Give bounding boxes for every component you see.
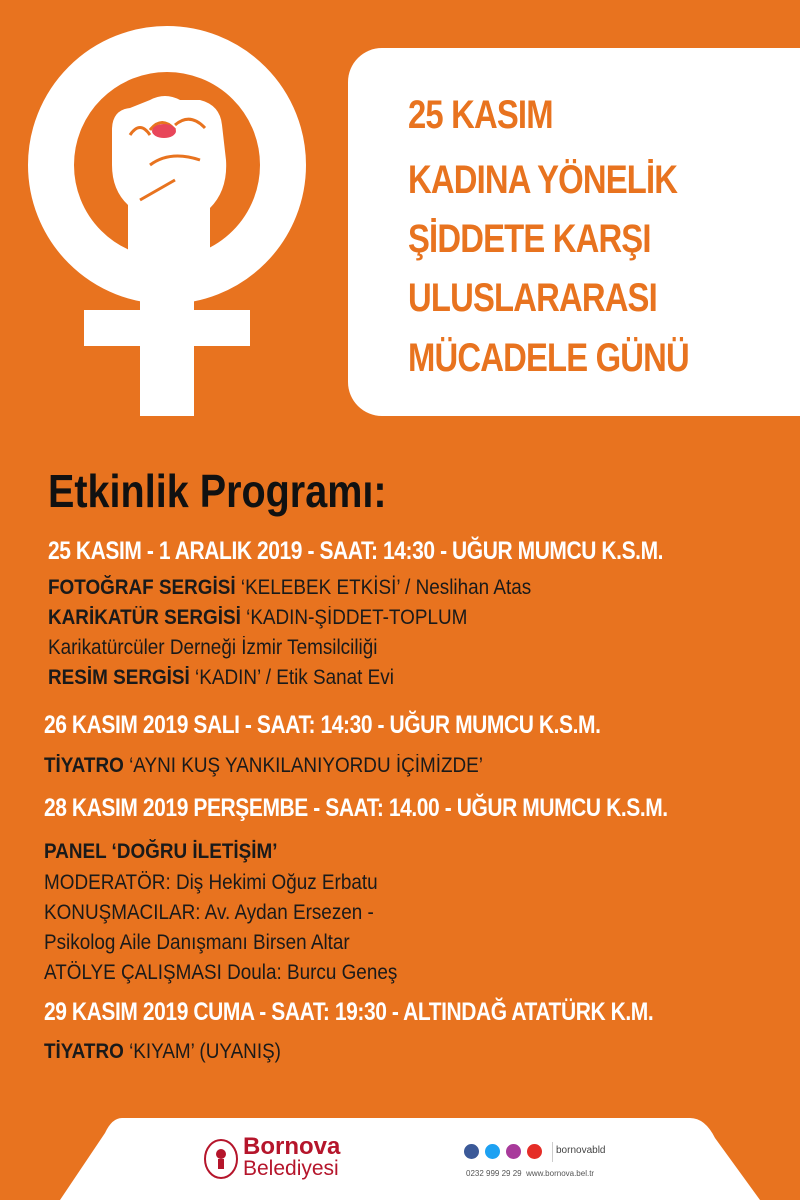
title-box [348, 48, 800, 416]
event-line-bold: TİYATRO [44, 754, 124, 777]
instagram-icon[interactable] [506, 1144, 521, 1159]
event-line [44, 871, 378, 895]
female-symbol-fist-icon [0, 0, 340, 420]
event-line [44, 901, 374, 925]
twitter-icon[interactable] [485, 1144, 500, 1159]
event-line-text: ‘KIYAM’ (UYANIŞ) [123, 1040, 281, 1063]
title-line: KADINA YÖNELİK [408, 158, 678, 202]
event-line-bold: TİYATRO [44, 1040, 124, 1063]
event-line [48, 666, 394, 690]
event-line-text: Psikolog Aile Danışmanı Birsen Altar [44, 931, 350, 954]
event-line-text: MODERATÖR: Diş Hekimi Oğuz Erbatu [44, 871, 378, 894]
event-line [44, 961, 397, 985]
title-line: MÜCADELE GÜNÜ [408, 336, 689, 380]
event-line [44, 1040, 281, 1064]
social-handle: bornovabld [556, 1145, 606, 1156]
event-header: 26 KASIM 2019 SALI - SAAT: 14:30 - UĞUR MUMCU K.S.M. [44, 711, 601, 739]
event-header: 28 KASIM 2019 PERŞEMBE - SAAT: 14.00 - UĞUR MUMCU K.S.M. [44, 794, 668, 822]
event-line [48, 576, 531, 600]
social-icons [464, 1144, 542, 1159]
event-line-text: ATÖLYE ÇALIŞMASI Doula: Burcu Geneş [44, 961, 398, 984]
event-line-bold: FOTOĞRAF SERGİSİ [48, 576, 236, 599]
event-line-text: ‘AYNI KUŞ YANKILANIYORDU İÇİMİZDE’ [123, 754, 483, 777]
bornova-seal-icon [203, 1138, 239, 1185]
title-line: 25 KASIM [408, 93, 553, 137]
event-line [44, 931, 350, 955]
event-line-bold: PANEL ‘DOĞRU İLETİŞİM’ [44, 840, 278, 863]
phone: 0232 999 29 29 [466, 1169, 522, 1178]
event-header: 29 KASIM 2019 CUMA - SAAT: 19:30 - ALTINDAĞ ATATÜRK K.M. [44, 998, 654, 1026]
event-line-text: Karikatürcüler Derneği İzmir Temsilciliği [48, 636, 378, 659]
facebook-icon[interactable] [464, 1144, 479, 1159]
event-line-text: ‘KADIN-ŞİDDET-TOPLUM [240, 606, 468, 629]
youtube-icon[interactable] [527, 1144, 542, 1159]
divider [552, 1142, 553, 1162]
logo-line1: Bornova [243, 1133, 341, 1160]
event-header: 25 KASIM - 1 ARALIK 2019 - SAAT: 14:30 - UĞUR MUMCU K.S.M. [48, 537, 664, 565]
program-title: Etkinlik Programı: [48, 465, 387, 517]
event-line-text: ‘KADIN’ / Etik Sanat Evi [189, 666, 394, 689]
event-line-bold: KARİKATÜR SERGİSİ [48, 606, 241, 629]
event-line [48, 636, 377, 660]
title-line: ŞİDDETE KARŞI [408, 217, 651, 261]
event-line-text: KONUŞMACILAR: Av. Aydan Ersezen - [44, 901, 374, 924]
event-line-text: ‘KELEBEK ETKİSİ’ / Neslihan Atas [235, 576, 532, 599]
event-line [44, 840, 277, 864]
title-line: ULUSLARARASI [408, 276, 657, 320]
event-line [48, 606, 467, 630]
logo-line2: Belediyesi [243, 1157, 339, 1180]
event-line-bold: RESİM SERGİSİ [48, 666, 190, 689]
website-link[interactable]: www.bornova.bel.tr [526, 1169, 595, 1178]
footer-background [0, 1118, 800, 1200]
event-line [44, 754, 483, 778]
